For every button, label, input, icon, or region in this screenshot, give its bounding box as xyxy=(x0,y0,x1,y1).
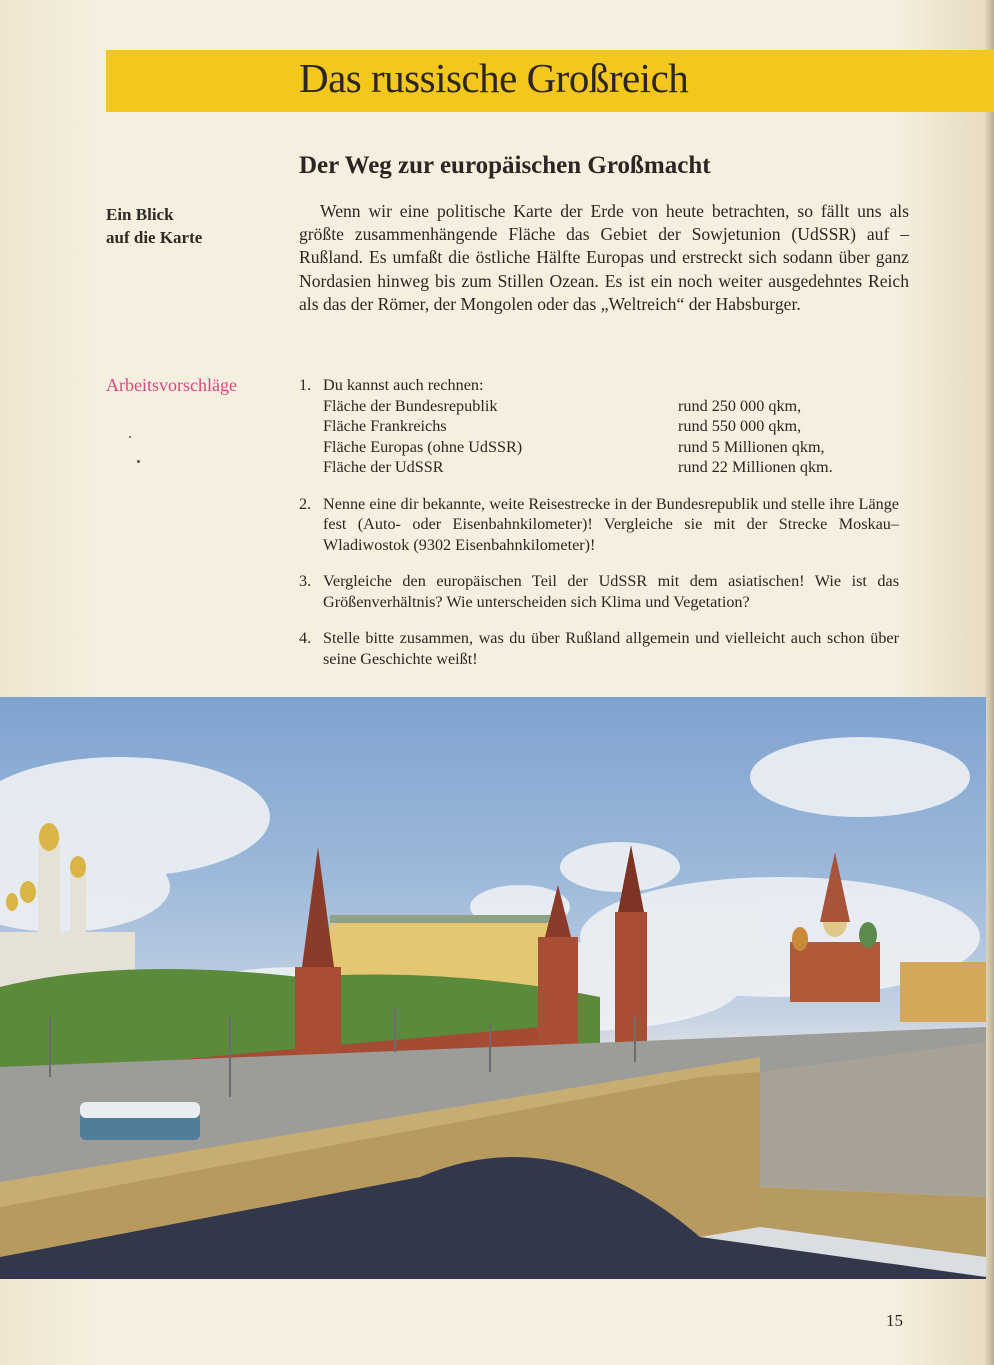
task-item-2 xyxy=(299,494,899,556)
area-label: Fläche Frankreichs xyxy=(323,417,447,435)
section-title: Der Weg zur europäischen Großmacht xyxy=(299,152,711,179)
area-row xyxy=(323,416,899,437)
task-text: Stelle bitte zusammen, was du über Rußland allgemein und vielleicht auch schon über seine Geschichte weißt! xyxy=(323,629,899,668)
area-value: rund 550 000 qkm, xyxy=(678,417,802,435)
margin-note-tasks: Arbeitsvorschläge xyxy=(106,375,237,395)
task-item-3 xyxy=(299,571,899,612)
task-number: 3. xyxy=(299,572,312,590)
chapter-title: Das russische Großreich xyxy=(299,55,689,101)
page-number: 15 xyxy=(886,1311,903,1330)
task-number: 2. xyxy=(299,494,312,513)
scan-speck xyxy=(137,460,140,463)
intro-paragraph: Wenn wir eine politische Karte der Erde von heute betrachten, so fällt uns als größte zusammenhängende Fläche das Gebiet der Sowjetunion (UdSSR) auf – Rußland. Es umfaßt die östliche Hälfte Europas und erstreckt sich sodann über ganz Nordasien hinweg bis zum Stillen Ozean. Es ist ein noch weiter ausgedehntes Reich als das der Römer, der Mongolen oder das „Weltreich“ der Habsburger. xyxy=(299,201,909,314)
task-item-4 xyxy=(299,628,899,669)
area-value: rund 250 000 qkm, xyxy=(678,396,802,415)
area-value: rund 22 Millionen qkm. xyxy=(678,458,833,476)
area-label: Fläche der UdSSR xyxy=(323,458,444,476)
photo-illustration xyxy=(0,697,986,1279)
task-item-1 xyxy=(299,375,899,478)
area-label: Fläche Europas (ohne UdSSR) xyxy=(323,437,523,456)
margin-note-intro-line1: Ein Blick xyxy=(106,205,174,224)
task-list xyxy=(299,375,899,685)
task-number: 4. xyxy=(299,629,312,647)
chapter-title-bar xyxy=(106,50,994,112)
area-row xyxy=(323,396,899,417)
task-text: Du kannst auch rechnen: xyxy=(323,376,484,394)
area-row xyxy=(323,457,899,478)
moscow-kremlin-photo xyxy=(0,697,986,1279)
task-text: Vergleiche den europäischen Teil der UdSSR mit dem asiatischen! Wie ist das Größenverhältnis? Wie unterscheiden sich Klima und Vegetation? xyxy=(323,572,899,611)
margin-note-intro xyxy=(106,203,202,249)
task-text: Nenne eine dir bekannte, weite Reisestrecke in der Bundesrepublik und stelle ihre Länge fest (Auto- oder Eisenbahnkilometer)! Vergleiche sie mit der Strecke Moskau–Wladiwostok (9302 Eisenbahnkilometer)! xyxy=(323,494,899,554)
area-value: rund 5 Millionen qkm, xyxy=(678,437,825,456)
task-number: 1. xyxy=(299,376,312,394)
area-row xyxy=(323,437,899,458)
margin-note-intro-line2: auf die Karte xyxy=(106,228,203,247)
area-label: Fläche der Bundesrepublik xyxy=(323,396,498,415)
scan-speck xyxy=(129,436,131,438)
